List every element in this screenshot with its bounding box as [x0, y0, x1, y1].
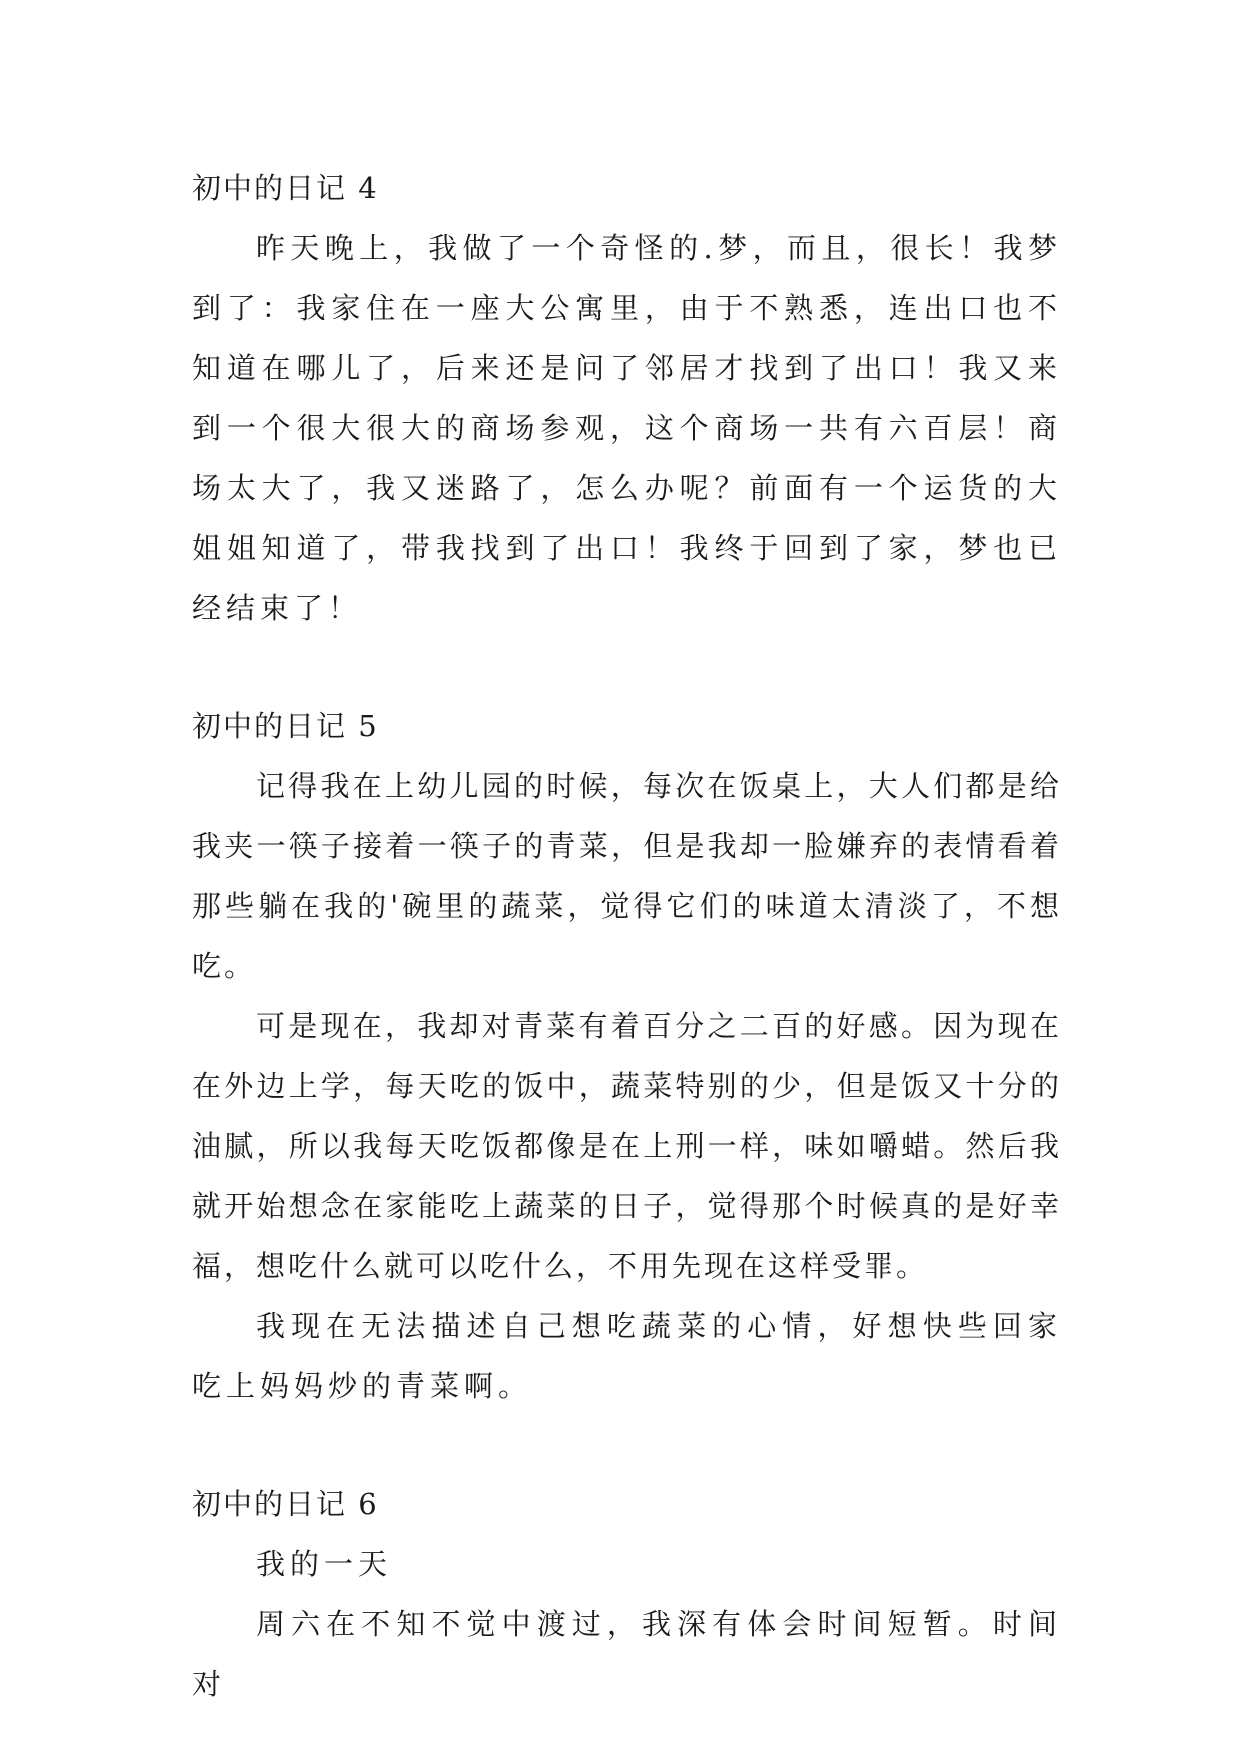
diary-entry-4	[192, 158, 1062, 638]
entry-paragraph: 可是现在，我却对青菜有着百分之二百的好感。因为现在在外边上学，每天吃的饭中，蔬菜特别的少，但是饭又十分的油腻，所以我每天吃饭都像是在上刑一样，味如嚼蜡。然后我就开始想念在家能吃上蔬菜的日子，觉得那个时候真的是好幸福，想吃什么就可以吃什么，不用先现在这样受罪。	[192, 1009, 1062, 1283]
entry-heading: 初中的日记 5	[192, 709, 379, 743]
entry-heading: 初中的日记 4	[192, 171, 379, 205]
entry-subtitle: 我的一天	[256, 1547, 393, 1581]
diary-entry-5	[192, 696, 1062, 1416]
entry-paragraph: 周六在不知不觉中渡过，我深有体会时间短暂。时间对	[192, 1607, 1062, 1701]
entry-paragraph: 昨天晚上，我做了一个奇怪的.梦，而且，很长！我梦到了：我家住在一座大公寓里，由于不熟悉，连出口也不知道在哪儿了，后来还是问了邻居才找到了出口！我又来到一个很大很大的商场参观，这个商场一共有六百层！商场太大了，我又迷路了，怎么办呢？前面有一个运货的大姐姐知道了，带我找到了出口！我终于回到了家，梦也已经结束了！	[192, 231, 1062, 625]
document-body	[192, 158, 1062, 1714]
diary-entry-6	[192, 1474, 1062, 1714]
entry-paragraph: 记得我在上幼儿园的时候，每次在饭桌上，大人们都是给我夹一筷子接着一筷子的青菜，但是我却一脸嫌弃的表情看着那些躺在我的'碗里的蔬菜，觉得它们的味道太清淡了，不想吃。	[192, 769, 1062, 983]
entry-heading: 初中的日记 6	[192, 1487, 379, 1521]
entry-paragraph: 我现在无法描述自己想吃蔬菜的心情，好想快些回家吃上妈妈炒的青菜啊。	[192, 1309, 1062, 1403]
